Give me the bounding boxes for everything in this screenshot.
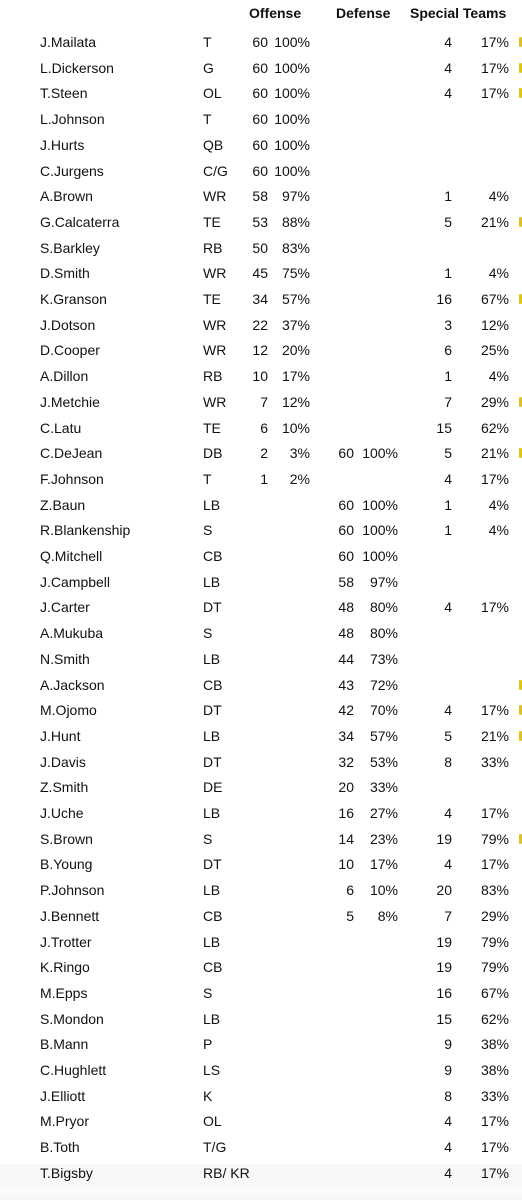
player-name: J.Hurts bbox=[40, 136, 85, 153]
bottom-fade bbox=[0, 1186, 522, 1200]
special-teams-percent: 17% bbox=[480, 85, 509, 102]
table-row bbox=[0, 33, 522, 59]
special-teams-snaps: 7 bbox=[444, 393, 452, 410]
table-row bbox=[0, 110, 522, 136]
player-name: J.Metchie bbox=[40, 393, 100, 410]
defense-percent: 100% bbox=[362, 548, 398, 564]
player-position: DT bbox=[203, 599, 222, 616]
player-name: S.Brown bbox=[40, 830, 93, 847]
defense-snaps: 20 bbox=[338, 779, 354, 796]
special-teams-snaps: 1 bbox=[444, 496, 452, 513]
table-row bbox=[0, 341, 522, 367]
player-name: A.Brown bbox=[40, 188, 93, 205]
special-teams-percent: 17% bbox=[480, 599, 509, 616]
special-teams-snaps: 5 bbox=[444, 727, 452, 744]
player-position: DT bbox=[203, 753, 222, 770]
player-position: LB bbox=[203, 727, 221, 744]
offense-percent: 37% bbox=[281, 316, 310, 333]
offense-snaps: 1 bbox=[260, 470, 268, 487]
defense-percent: 70% bbox=[369, 702, 398, 719]
offense-snaps: 53 bbox=[252, 213, 268, 230]
special-teams-snaps: 5 bbox=[444, 213, 452, 230]
special-teams-snaps: 9 bbox=[444, 1036, 452, 1053]
special-teams-snaps: 4 bbox=[444, 1113, 452, 1130]
defense-snaps: 48 bbox=[338, 625, 354, 642]
player-position: CB bbox=[203, 548, 223, 564]
player-position: S bbox=[203, 625, 213, 642]
table-row bbox=[0, 547, 522, 573]
special-teams-snaps: 5 bbox=[444, 445, 452, 462]
special-teams-snaps: 15 bbox=[436, 419, 452, 436]
player-position: LB bbox=[203, 882, 221, 899]
table-row bbox=[0, 624, 522, 650]
special-teams-percent: 17% bbox=[480, 1113, 509, 1130]
player-position: WR bbox=[203, 393, 227, 410]
defense-percent: 80% bbox=[369, 625, 398, 642]
special-teams-snaps: 4 bbox=[444, 805, 452, 821]
special-teams-percent: 33% bbox=[480, 1087, 509, 1104]
defense-snaps: 60 bbox=[338, 445, 354, 462]
table-row bbox=[0, 1035, 522, 1061]
table-row bbox=[0, 727, 522, 753]
special-teams-percent: 4% bbox=[488, 522, 509, 539]
player-position: LB bbox=[203, 573, 221, 590]
special-teams-percent: 4% bbox=[488, 265, 509, 282]
table-row bbox=[0, 1112, 522, 1138]
player-name: K.Ringo bbox=[40, 959, 90, 976]
defense-snaps: 48 bbox=[338, 599, 354, 616]
player-name: M.Pryor bbox=[40, 1113, 89, 1130]
defense-percent: 100% bbox=[362, 496, 398, 513]
table-row bbox=[0, 316, 522, 342]
defense-snaps: 32 bbox=[338, 753, 354, 770]
player-name: N.Smith bbox=[40, 650, 90, 667]
special-teams-snaps: 1 bbox=[444, 368, 452, 385]
offense-percent: 3% bbox=[289, 445, 310, 462]
defense-snaps: 43 bbox=[338, 676, 354, 693]
player-position: OL bbox=[203, 1113, 222, 1130]
player-position: TE bbox=[203, 419, 221, 436]
offense-percent: 100% bbox=[274, 136, 310, 153]
table-row bbox=[0, 444, 522, 470]
special-teams-percent: 17% bbox=[480, 856, 509, 873]
table-row bbox=[0, 239, 522, 265]
player-position: TE bbox=[203, 291, 221, 307]
special-teams-percent: 62% bbox=[480, 1010, 509, 1027]
special-teams-percent: 67% bbox=[480, 984, 509, 1001]
table-row bbox=[0, 59, 522, 85]
player-name: J.Bennett bbox=[40, 907, 100, 924]
special-teams-snaps: 4 bbox=[444, 85, 452, 102]
special-teams-percent: 29% bbox=[480, 393, 509, 410]
player-name: F.Johnson bbox=[40, 470, 104, 487]
offense-percent: 100% bbox=[274, 111, 310, 128]
special-teams-snaps: 16 bbox=[436, 291, 452, 307]
special-teams-percent: 67% bbox=[480, 291, 509, 307]
special-teams-snaps: 7 bbox=[444, 907, 452, 924]
offense-percent: 75% bbox=[281, 265, 310, 282]
offense-snaps: 22 bbox=[252, 316, 268, 333]
defense-snaps: 60 bbox=[338, 548, 354, 564]
table-row bbox=[0, 521, 522, 547]
player-name: J.Hunt bbox=[40, 727, 81, 744]
table-row bbox=[0, 984, 522, 1010]
defense-percent: 97% bbox=[369, 573, 398, 590]
player-name: T.Bigsby bbox=[40, 1164, 93, 1181]
player-name: J.Davis bbox=[40, 753, 86, 770]
defense-percent: 57% bbox=[369, 727, 398, 744]
player-position: RB bbox=[203, 239, 223, 256]
special-teams-percent: 17% bbox=[480, 59, 509, 76]
player-position: S bbox=[203, 830, 213, 847]
offense-snaps: 60 bbox=[252, 34, 268, 50]
table-row bbox=[0, 162, 522, 188]
special-teams-snaps: 1 bbox=[444, 265, 452, 282]
player-name: B.Toth bbox=[40, 1139, 80, 1156]
player-name: J.Carter bbox=[40, 599, 90, 616]
table-row bbox=[0, 187, 522, 213]
player-name: D.Smith bbox=[40, 265, 90, 282]
player-position: DB bbox=[203, 445, 223, 462]
special-teams-snaps: 4 bbox=[444, 702, 452, 719]
table-row bbox=[0, 136, 522, 162]
special-teams-snaps: 19 bbox=[436, 830, 452, 847]
table-row bbox=[0, 958, 522, 984]
player-name: L.Dickerson bbox=[40, 59, 114, 76]
player-name: K.Granson bbox=[40, 291, 107, 307]
player-name: C.Hughlett bbox=[40, 1062, 107, 1078]
table-row bbox=[0, 650, 522, 676]
player-name: A.Dillon bbox=[40, 368, 89, 385]
table-row bbox=[0, 1061, 522, 1087]
player-position: CB bbox=[203, 676, 223, 693]
defense-percent: 33% bbox=[369, 779, 398, 796]
defense-percent: 53% bbox=[369, 753, 398, 770]
player-position: T/G bbox=[203, 1139, 227, 1156]
special-teams-snaps: 4 bbox=[444, 34, 452, 50]
defense-percent: 17% bbox=[369, 856, 398, 873]
table-row bbox=[0, 598, 522, 624]
defense-percent: 100% bbox=[362, 522, 398, 539]
player-position: K bbox=[203, 1087, 213, 1104]
special-teams-percent: 21% bbox=[480, 445, 509, 462]
player-name: J.Elliott bbox=[40, 1087, 86, 1104]
special-teams-percent: 17% bbox=[480, 805, 509, 821]
offense-snaps: 58 bbox=[252, 188, 268, 205]
special-teams-snaps: 16 bbox=[436, 984, 452, 1001]
special-teams-percent: 17% bbox=[480, 470, 509, 487]
offense-percent: 10% bbox=[281, 419, 310, 436]
special-teams-snaps: 8 bbox=[444, 753, 452, 770]
offense-snaps: 6 bbox=[260, 419, 268, 436]
special-teams-percent: 17% bbox=[480, 1139, 509, 1156]
defense-percent: 80% bbox=[369, 599, 398, 616]
player-position: LB bbox=[203, 933, 221, 950]
offense-percent: 20% bbox=[281, 342, 310, 359]
player-name: L.Johnson bbox=[40, 111, 105, 128]
table-row bbox=[0, 701, 522, 727]
defense-snaps: 44 bbox=[338, 650, 354, 667]
player-position: WR bbox=[203, 342, 227, 359]
special-teams-percent: 33% bbox=[480, 753, 509, 770]
player-name: D.Cooper bbox=[40, 342, 100, 359]
player-position: S bbox=[203, 522, 213, 539]
special-teams-snaps: 1 bbox=[444, 522, 452, 539]
offense-snaps: 60 bbox=[252, 59, 268, 76]
special-teams-percent: 79% bbox=[480, 830, 509, 847]
offense-percent: 88% bbox=[281, 213, 310, 230]
special-teams-snaps: 19 bbox=[436, 959, 452, 976]
special-teams-snaps: 3 bbox=[444, 316, 452, 333]
defense-snaps: 14 bbox=[338, 830, 354, 847]
special-teams-percent: 4% bbox=[488, 188, 509, 205]
table-row bbox=[0, 393, 522, 419]
player-name: C.Latu bbox=[40, 419, 82, 436]
table-row bbox=[0, 676, 522, 702]
offense-snaps: 60 bbox=[252, 85, 268, 102]
special-teams-snaps: 4 bbox=[444, 1139, 452, 1156]
special-teams-percent: 62% bbox=[480, 419, 509, 436]
player-position: C/G bbox=[203, 162, 228, 179]
special-teams-snaps: 6 bbox=[444, 342, 452, 359]
offense-percent: 57% bbox=[281, 291, 310, 307]
offense-snaps: 10 bbox=[252, 368, 268, 385]
special-teams-snaps: 9 bbox=[444, 1062, 452, 1078]
table-row bbox=[0, 881, 522, 907]
special-teams-percent: 25% bbox=[480, 342, 509, 359]
offense-percent: 97% bbox=[281, 188, 310, 205]
offense-snaps: 60 bbox=[252, 111, 268, 128]
player-name: Z.Baun bbox=[40, 496, 86, 513]
offense-snaps: 45 bbox=[252, 265, 268, 282]
special-teams-percent: 17% bbox=[480, 34, 509, 50]
player-position: WR bbox=[203, 316, 227, 333]
special-teams-percent: 4% bbox=[488, 496, 509, 513]
player-name: S.Mondon bbox=[40, 1010, 104, 1027]
defense-percent: 8% bbox=[377, 907, 398, 924]
table-row bbox=[0, 496, 522, 522]
special-teams-percent: 79% bbox=[480, 959, 509, 976]
table-row bbox=[0, 778, 522, 804]
defense-snaps: 16 bbox=[338, 805, 354, 821]
table-row bbox=[0, 419, 522, 445]
special-teams-percent: 12% bbox=[480, 316, 509, 333]
player-position: LB bbox=[203, 496, 221, 513]
special-teams-snaps: 4 bbox=[444, 470, 452, 487]
special-teams-snaps: 4 bbox=[444, 599, 452, 616]
player-name: B.Mann bbox=[40, 1036, 89, 1053]
player-name: J.Dotson bbox=[40, 316, 96, 333]
offense-snaps: 34 bbox=[252, 291, 268, 307]
special-teams-snaps: 4 bbox=[444, 1164, 452, 1181]
offense-percent: 100% bbox=[274, 162, 310, 179]
special-teams-snaps: 1 bbox=[444, 188, 452, 205]
special-teams-percent: 38% bbox=[480, 1062, 509, 1078]
defense-percent: 10% bbox=[369, 882, 398, 899]
header-defense: Defense bbox=[336, 5, 391, 21]
table-row bbox=[0, 84, 522, 110]
offense-snaps: 50 bbox=[252, 239, 268, 256]
player-position: S bbox=[203, 984, 213, 1001]
player-name: C.DeJean bbox=[40, 445, 103, 462]
player-name: J.Trotter bbox=[40, 933, 92, 950]
table-row bbox=[0, 213, 522, 239]
offense-snaps: 60 bbox=[252, 136, 268, 153]
player-name: J.Campbell bbox=[40, 573, 111, 590]
player-position: CB bbox=[203, 959, 223, 976]
table-row bbox=[0, 264, 522, 290]
player-name: M.Ojomo bbox=[40, 702, 97, 719]
player-name: S.Barkley bbox=[40, 239, 100, 256]
special-teams-snaps: 20 bbox=[436, 882, 452, 899]
player-position: T bbox=[203, 111, 212, 128]
special-teams-percent: 83% bbox=[480, 882, 509, 899]
player-position: G bbox=[203, 59, 214, 76]
table-row bbox=[0, 933, 522, 959]
special-teams-percent: 79% bbox=[480, 933, 509, 950]
player-name: G.Calcaterra bbox=[40, 213, 120, 230]
table-row bbox=[0, 804, 522, 830]
special-teams-snaps: 15 bbox=[436, 1010, 452, 1027]
table-row bbox=[0, 573, 522, 599]
defense-percent: 72% bbox=[369, 676, 398, 693]
player-position: QB bbox=[203, 136, 224, 153]
special-teams-percent: 38% bbox=[480, 1036, 509, 1053]
player-name: J.Mailata bbox=[40, 34, 97, 50]
special-teams-snaps: 4 bbox=[444, 59, 452, 76]
defense-snaps: 5 bbox=[346, 907, 354, 924]
player-name: B.Young bbox=[40, 856, 93, 873]
defense-percent: 27% bbox=[369, 805, 398, 821]
player-position: WR bbox=[203, 188, 227, 205]
offense-snaps: 12 bbox=[252, 342, 268, 359]
player-position: LS bbox=[203, 1062, 221, 1078]
table-row bbox=[0, 290, 522, 316]
defense-snaps: 10 bbox=[338, 856, 354, 873]
offense-percent: 12% bbox=[281, 393, 310, 410]
defense-snaps: 60 bbox=[338, 522, 354, 539]
special-teams-percent: 17% bbox=[480, 1164, 509, 1181]
header-offense: Offense bbox=[249, 5, 302, 21]
player-position: OL bbox=[203, 85, 222, 102]
defense-percent: 73% bbox=[369, 650, 398, 667]
offense-percent: 100% bbox=[274, 59, 310, 76]
player-name: C.Jurgens bbox=[40, 162, 104, 179]
special-teams-percent: 29% bbox=[480, 907, 509, 924]
special-teams-percent: 21% bbox=[480, 727, 509, 744]
special-teams-percent: 17% bbox=[480, 702, 509, 719]
player-position: T bbox=[203, 34, 212, 50]
table-row bbox=[0, 907, 522, 933]
player-position: LB bbox=[203, 805, 221, 821]
player-position: WR bbox=[203, 265, 227, 282]
defense-snaps: 58 bbox=[338, 573, 354, 590]
player-name: P.Johnson bbox=[40, 882, 105, 899]
defense-snaps: 6 bbox=[346, 882, 354, 899]
player-name: M.Epps bbox=[40, 984, 88, 1001]
player-position: LB bbox=[203, 1010, 221, 1027]
player-position: DT bbox=[203, 856, 222, 873]
player-position: DT bbox=[203, 702, 222, 719]
player-position: T bbox=[203, 470, 212, 487]
table-row bbox=[0, 855, 522, 881]
player-position: RB bbox=[203, 368, 223, 385]
table-row bbox=[0, 1087, 522, 1113]
offense-percent: 2% bbox=[289, 470, 310, 487]
offense-percent: 17% bbox=[281, 368, 310, 385]
offense-percent: 83% bbox=[281, 239, 310, 256]
player-name: Z.Smith bbox=[40, 779, 89, 796]
player-name: R.Blankenship bbox=[40, 522, 131, 539]
special-teams-snaps: 8 bbox=[444, 1087, 452, 1104]
defense-snaps: 34 bbox=[338, 727, 354, 744]
defense-snaps: 42 bbox=[338, 702, 354, 719]
defense-snaps: 60 bbox=[338, 496, 354, 513]
table-row bbox=[0, 470, 522, 496]
defense-percent: 100% bbox=[362, 445, 398, 462]
player-name: A.Jackson bbox=[40, 676, 105, 693]
player-name: J.Uche bbox=[40, 805, 84, 821]
table-row bbox=[0, 367, 522, 393]
offense-snaps: 7 bbox=[260, 393, 268, 410]
special-teams-snaps: 19 bbox=[436, 933, 452, 950]
offense-snaps: 2 bbox=[260, 445, 268, 462]
player-position: TE bbox=[203, 213, 221, 230]
table-row bbox=[0, 830, 522, 856]
special-teams-percent: 4% bbox=[488, 368, 509, 385]
player-position: RB/ KR bbox=[203, 1164, 250, 1181]
offense-percent: 100% bbox=[274, 34, 310, 50]
player-name: A.Mukuba bbox=[40, 625, 104, 642]
defense-percent: 23% bbox=[369, 830, 398, 847]
player-name: Q.Mitchell bbox=[40, 548, 103, 564]
special-teams-snaps: 4 bbox=[444, 856, 452, 873]
player-position: DE bbox=[203, 779, 223, 796]
table-row bbox=[0, 753, 522, 779]
player-name: T.Steen bbox=[40, 85, 88, 102]
offense-percent: 100% bbox=[274, 85, 310, 102]
special-teams-percent: 21% bbox=[480, 213, 509, 230]
offense-snaps: 60 bbox=[252, 162, 268, 179]
table-row bbox=[0, 1010, 522, 1036]
table-row bbox=[0, 1138, 522, 1164]
header-special-teams: Special Teams bbox=[410, 5, 507, 21]
player-position: CB bbox=[203, 907, 223, 924]
player-position: LB bbox=[203, 650, 221, 667]
player-position: P bbox=[203, 1036, 213, 1053]
